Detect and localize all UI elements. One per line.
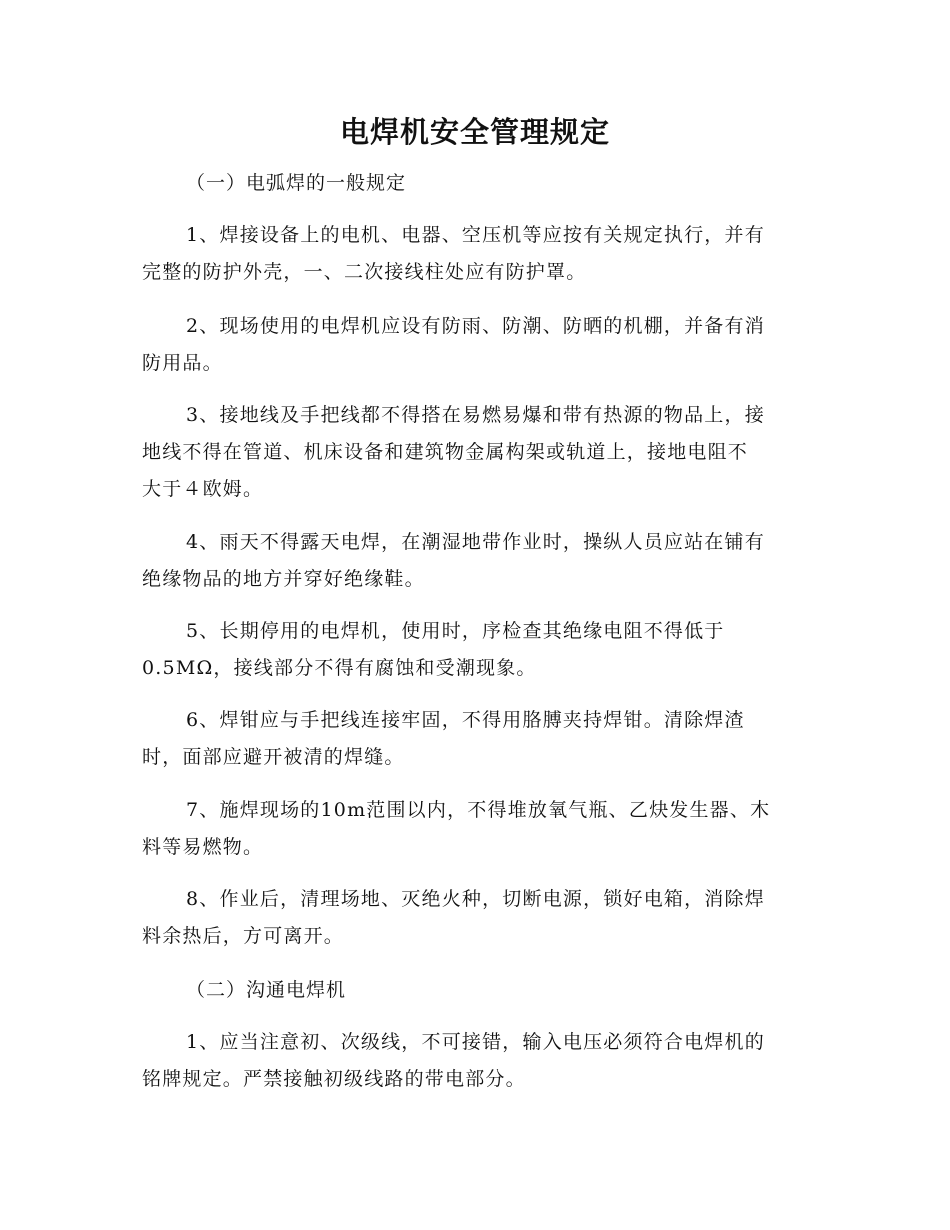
paragraph-line: 6、焊钳应与手把线连接牢固，不得用胳膊夹持焊钳。清除焊渣 [186, 709, 745, 731]
paragraph-1-2 [142, 308, 804, 382]
paragraph-line: 地线不得在管道、机床设备和建筑物金属构架或轨道上，接地电阻不 [142, 441, 749, 463]
paragraph-line: 料余热后，方可离开。 [142, 925, 345, 947]
paragraph-2-1 [142, 1024, 804, 1098]
paragraph-line: 5、长期停用的电焊机，使用时，序检查其绝缘电阻不得低于 [186, 620, 725, 642]
paragraph-line: 大于４欧姆。 [142, 478, 264, 500]
paragraph-line: 2、现场使用的电焊机应设有防雨、防潮、防晒的机棚，并备有消 [186, 315, 765, 337]
paragraph-1-3 [142, 397, 804, 508]
paragraph-line: 铭牌规定。严禁接触初级线路的带电部分。 [142, 1068, 526, 1090]
paragraph-line: 7、施焊现场的10m范围以内，不得堆放氧气瓶、乙炔发生器、木 [186, 799, 771, 821]
document-title: 电焊机安全管理规定 [339, 115, 610, 149]
paragraph-1-6 [142, 702, 804, 776]
paragraph-line: 完整的防护外壳，一、二次接线柱处应有防护罩。 [142, 261, 587, 283]
paragraph-line: 0.5MΩ，接线部分不得有腐蚀和受潮现象。 [142, 657, 537, 679]
paragraph-1-4 [142, 524, 804, 598]
paragraph-line: 8、作业后，清理场地、灭绝火种，切断电源，锁好电箱，消除焊 [186, 888, 765, 910]
paragraph-line: 防用品。 [142, 352, 223, 374]
paragraph-1-1 [142, 217, 804, 291]
paragraph-line: 1、应当注意初、次级线，不可接错，输入电压必须符合电焊机的 [186, 1031, 765, 1053]
paragraph-1-7 [142, 792, 804, 866]
section-heading-2: （二）沟通电焊机 [186, 979, 347, 1001]
section-heading-1: （一）电弧焊的一般规定 [186, 172, 407, 194]
paragraph-line: 时，面部应避开被清的焊缝。 [142, 746, 405, 768]
paragraph-1-8 [142, 881, 804, 955]
paragraph-line: 3、接地线及手把线都不得搭在易燃易爆和带有热源的物品上，接 [186, 404, 765, 426]
paragraph-line: 绝缘物品的地方并穿好绝缘鞋。 [142, 568, 425, 590]
paragraph-line: 料等易燃物。 [142, 836, 264, 858]
paragraph-line: 1、焊接设备上的电机、电器、空压机等应按有关规定执行，并有 [186, 224, 765, 246]
paragraph-1-5 [142, 613, 804, 687]
paragraph-line: 4、雨天不得露天电焊，在潮湿地带作业时，操纵人员应站在铺有 [186, 531, 765, 553]
